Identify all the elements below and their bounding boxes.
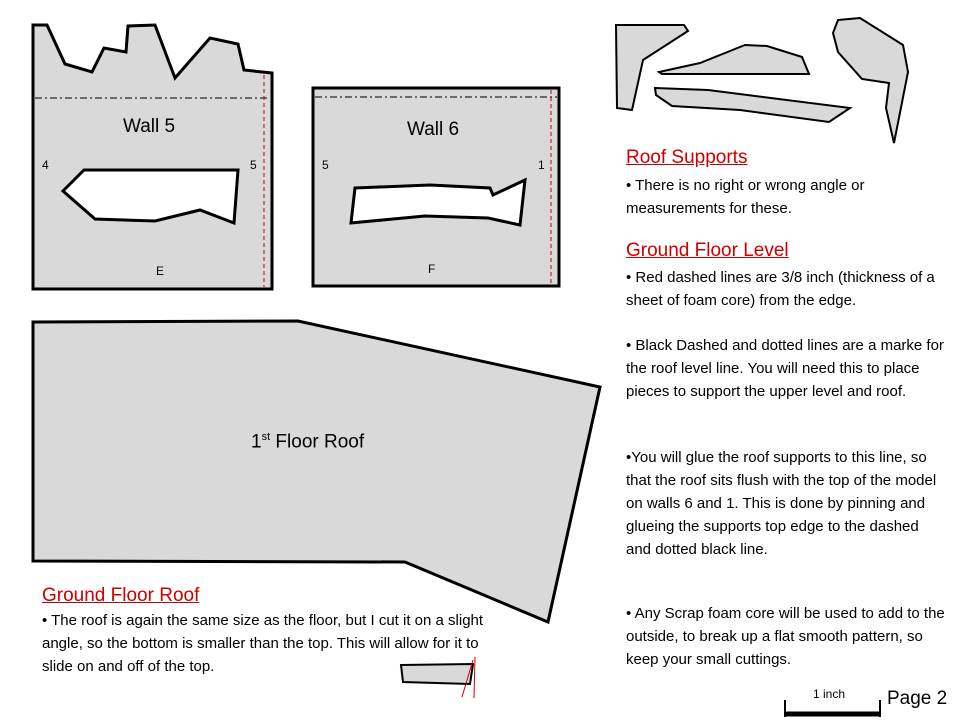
ground-floor-roof-heading: Ground Floor Roof	[42, 585, 200, 606]
wall-6-left-edge-number: 5	[322, 158, 329, 172]
ground-floor-level-note-3: •You will glue the roof supports to this line, so that the roof sits flush with the top of the model on walls 6 and 1. This is done by pinning and glueing the supports top edge to the dashed and dotted black line.	[626, 449, 937, 558]
ground-floor-roof-note: • The roof is again the same size as the floor, but I cut it on a slight angle, so the bottom is smaller than the top. This will allow for it to slide on and off of the top.	[42, 612, 484, 675]
ground-floor-level-note-2: • Black Dashed and dotted lines are a marke for the roof level line. You will need this to place pieces to support the upper level and roof.	[626, 337, 944, 400]
roof-support-piece-3	[655, 88, 850, 122]
wall-5-title: Wall 5	[123, 116, 176, 137]
scale-bar-label: 1 inch	[813, 687, 846, 701]
roof-support-piece-4	[833, 18, 908, 143]
ground-floor-level-heading: Ground Floor Level	[626, 240, 789, 261]
ground-floor-level-note-1: • Red dashed lines are 3/8 inch (thickness of a sheet of foam core) from the edge.	[626, 269, 935, 309]
page-number: Page 2	[887, 688, 948, 709]
scale-bar	[785, 700, 880, 717]
wall-5-window-cutout	[63, 170, 238, 223]
wall-5-left-edge-number: 4	[42, 158, 49, 172]
wall-6-piece	[313, 88, 559, 286]
roof-title-superscript: st	[261, 431, 271, 443]
ground-floor-level-note-4: • Any Scrap foam core will be used to add to the outside, to break up a flat smooth pattern, so keep your small cuttings.	[626, 605, 945, 668]
roof-supports-heading: Roof Supports	[626, 147, 748, 168]
roof-support-piece-2	[659, 45, 809, 74]
roof-title-number: 1	[251, 431, 262, 453]
roof-supports-note: • There is no right or wrong angle or measurements for these.	[626, 177, 865, 217]
first-floor-roof-piece	[33, 321, 600, 622]
wall-5-right-edge-number: 5	[250, 158, 257, 172]
wall-6-bottom-letter: F	[428, 262, 436, 276]
first-floor-roof-title	[251, 431, 364, 453]
roof-support-pieces	[616, 18, 908, 143]
wall-6-right-edge-number: 1	[538, 158, 545, 172]
wall-5-piece	[33, 25, 272, 289]
wall-6-title: Wall 6	[407, 119, 460, 140]
roof-title-text: Floor Roof	[270, 431, 365, 453]
wall-5-bottom-letter: E	[156, 264, 165, 278]
wall-5-outline	[33, 25, 272, 289]
